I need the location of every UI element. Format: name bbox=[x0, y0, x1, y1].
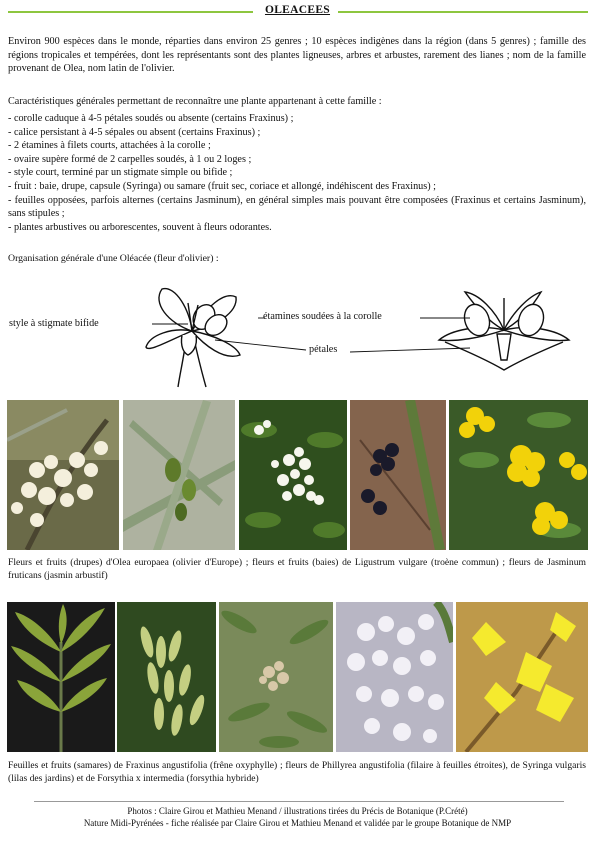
feature-item: - 2 étamines à filets courts, attachées à la corolle ; bbox=[8, 140, 211, 152]
caption-row1: Fleurs et fruits (drupes) d'Olea europaea (olivier d'Europe) ; fleurs et fruits (baies) de Ligustrum vulgare (troène commun) ; fleurs de Jasminum fruticans (jasmin arbustif) bbox=[8, 557, 586, 581]
label-style: style à stigmate bifide bbox=[9, 318, 99, 329]
feature-item: - fruit : baie, drupe, capsule (Syringa) ou samare (fruit sec, coriace et allongé, indéhiscent des Fraxinus) ; bbox=[8, 180, 437, 192]
photo-olea-flowers bbox=[7, 400, 119, 550]
footer-nmp: Nature Midi-Pyrénées - fiche réalisée par Claire Girou et Mathieu Menand et validée par le groupe Botanique de NMP bbox=[83, 818, 512, 828]
label-stamens: étamines soudées à la corolle bbox=[263, 311, 382, 322]
feature-item: - ovaire supère formé de 2 carpelles soudés, à 1 ou 2 loges ; bbox=[8, 153, 252, 165]
feature-item: - plantes arbustives ou arborescentes, souvent à fleurs odorantes. bbox=[8, 221, 272, 233]
photo-jasminum-flowers bbox=[449, 400, 588, 550]
feature-item: - feuilles opposées, parfois alternes (certains Jasminum), en général simples mais pouvant être composées (Fraxinus et certains Jasminum), sans stipules ; bbox=[8, 194, 586, 220]
diagram-leader-lines bbox=[0, 0, 595, 420]
feature-item: - corolle caduque à 4-5 pétales soudés ou absente (certains Fraxinus) ; bbox=[8, 113, 294, 124]
label-petals: pétales bbox=[309, 344, 338, 355]
caption-row2: Feuilles et fruits (samares) de Fraxinus angustifolia (frêne oxyphylle) ; fleurs de Phillyrea angustifolia (filaire à feuilles étroites), de Syringa vulgaris (lilas des jardins) et de Forsythia x intermedia (forsythia hybride) bbox=[8, 760, 586, 784]
intro-paragraph: Environ 900 espèces dans le monde, réparties dans environ 25 genres ; 10 espèces indigènes dans la région (dans 5 genres) ; famille des régions tropicales et tempérées, dont les représentants sont des plantes ligneuses, arbres et arbustes, rarement des lianes ; nom de la famille provenant de Olea, nom latin de l'olivier. bbox=[8, 36, 586, 75]
footer-rule bbox=[34, 801, 564, 802]
feature-item: - style court, terminé par un stigmate simple ou bifide ; bbox=[8, 167, 233, 179]
features-heading: Caractéristiques générales permettant de reconnaître une plante appartenant à cette famille : bbox=[8, 96, 382, 107]
photo-ligustrum-flowers bbox=[239, 400, 347, 550]
photo-syringa-flowers bbox=[336, 602, 453, 752]
photo-fraxinus-samaras bbox=[117, 602, 216, 752]
feature-item: - calice persistant à 4-5 sépales ou absent (certains Fraxinus) ; bbox=[8, 126, 261, 138]
organisation-heading: Organisation générale d'une Oléacée (fleur d'olivier) : bbox=[8, 253, 219, 264]
photo-phillyrea-flowers bbox=[219, 602, 333, 752]
photo-olea-fruits bbox=[123, 400, 235, 550]
page-title: OLEACEES bbox=[264, 4, 331, 16]
footer-credits: Photos : Claire Girou et Mathieu Menand / illustrations tirées du Précis de Botanique (P.Crété) bbox=[127, 806, 468, 816]
photo-forsythia-flowers bbox=[456, 602, 588, 752]
photo-ligustrum-berries bbox=[350, 400, 446, 550]
photo-fraxinus-leaves bbox=[7, 602, 115, 752]
